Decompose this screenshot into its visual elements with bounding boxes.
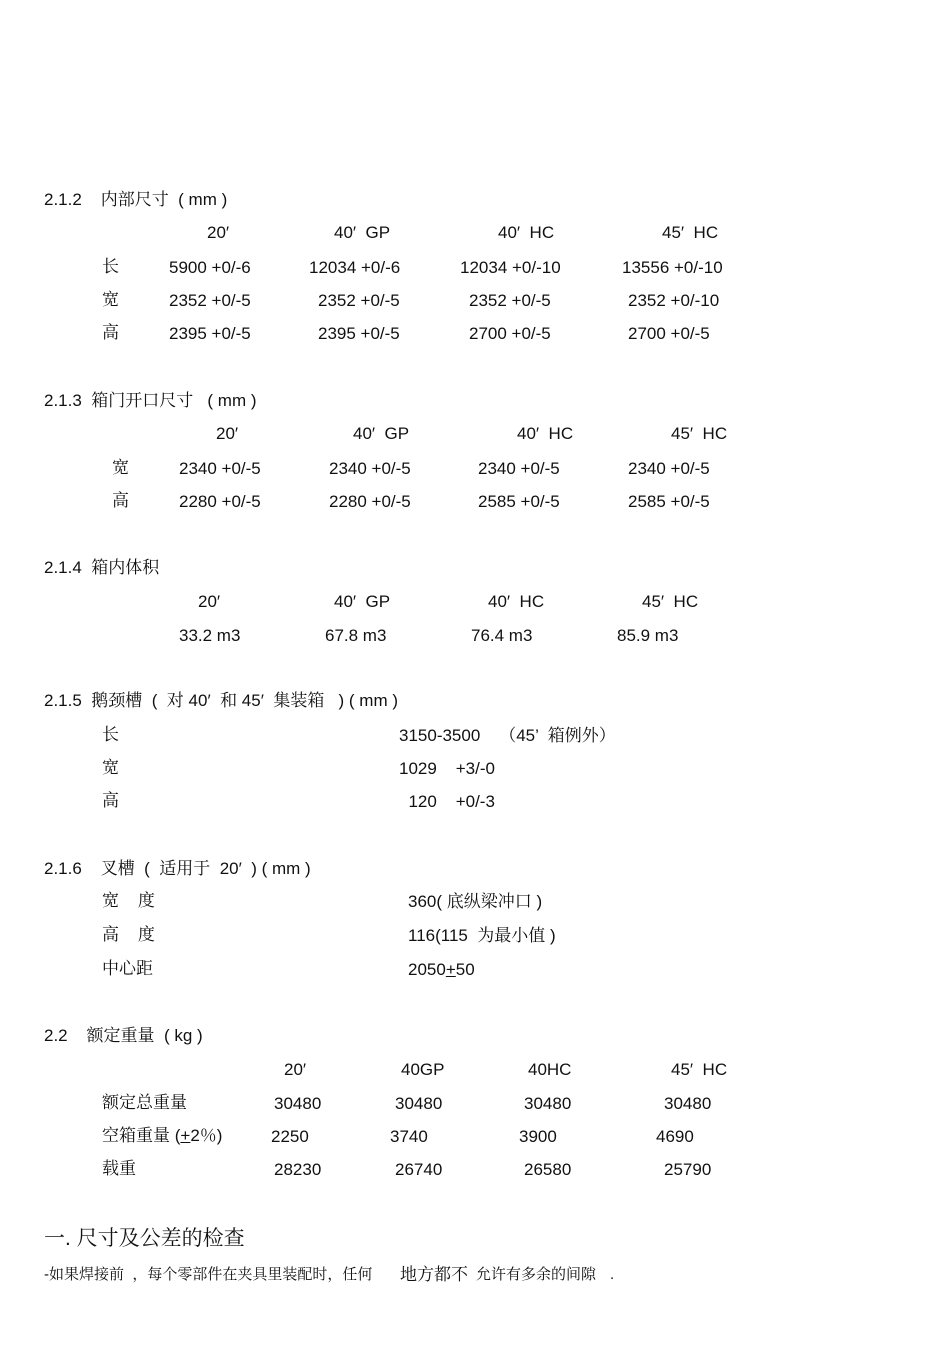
col-header: 40′ HC <box>498 223 555 242</box>
row-label: 额定总重量 <box>102 1093 187 1112</box>
table-cell: 120 +0/-3 <box>399 792 495 811</box>
row-label <box>102 1126 222 1146</box>
row-label: 中心距 <box>102 959 153 978</box>
table-cell: 2352 +0/-10 <box>628 291 720 310</box>
table-cell: 12034 +0/-10 <box>460 258 561 277</box>
col-header: 20′ <box>284 1060 307 1079</box>
table-cell: 116(115 为最小值 ) <box>408 926 556 945</box>
body-text: . <box>610 1266 615 1283</box>
table-cell: 2280 +0/-5 <box>329 492 411 511</box>
label-part: 2％) <box>190 1126 223 1145</box>
table-cell: 30480 <box>664 1094 712 1113</box>
table-cell: 28230 <box>274 1160 322 1179</box>
table-cell: 5900 +0/-6 <box>169 258 251 277</box>
table-cell: 13556 +0/-10 <box>622 258 723 277</box>
row-label: 长 <box>102 725 119 744</box>
col-header: 45′ HC <box>642 592 699 611</box>
section-2-1-6-title: 2.1.6 叉槽 ( 适用于 20′ ) ( mm ) <box>44 859 311 878</box>
table-cell: 4690 <box>656 1127 694 1146</box>
table-cell: 30480 <box>395 1094 443 1113</box>
table-cell: 3900 <box>519 1127 557 1146</box>
table-cell: 2700 +0/-5 <box>469 324 551 343</box>
plus-minus-sign: + <box>180 1126 191 1145</box>
table-cell: 2585 +0/-5 <box>628 492 710 511</box>
value-part: 50 <box>455 960 475 979</box>
table-cell: 3740 <box>390 1127 428 1146</box>
table-cell: 12034 +0/-6 <box>309 258 401 277</box>
table-cell: 76.4 m3 <box>471 626 533 645</box>
table-cell: 2280 +0/-5 <box>179 492 261 511</box>
body-text: -如果焊接前 ，每个零部件在夹具里装配时，任何 <box>44 1266 373 1283</box>
value-part: 2050 <box>408 960 446 979</box>
section-one-title: 一. 尺寸及公差的检查 <box>44 1227 245 1250</box>
col-header: 40GP <box>401 1060 445 1079</box>
table-cell: 2352 +0/-5 <box>469 291 551 310</box>
table-cell: 2340 +0/-5 <box>478 459 560 478</box>
row-label: 宽 <box>102 290 119 309</box>
row-label: 宽 <box>102 758 119 777</box>
table-cell: 26580 <box>524 1160 572 1179</box>
table-cell: 2352 +0/-5 <box>169 291 251 310</box>
row-label: 长 <box>102 257 119 276</box>
col-header: 20′ <box>198 592 221 611</box>
col-header: 40HC <box>528 1060 572 1079</box>
body-text: 允许有多余的间隙 <box>476 1266 597 1283</box>
table-cell: 30480 <box>274 1094 322 1113</box>
label-part: 空箱重量 ( <box>102 1126 181 1145</box>
table-cell: 2250 <box>271 1127 309 1146</box>
section-2-1-3-title: 2.1.3 箱门开口尺寸 ( mm ) <box>44 391 257 410</box>
table-cell: 2700 +0/-5 <box>628 324 710 343</box>
table-cell: 67.8 m3 <box>325 626 387 645</box>
table-cell: 25790 <box>664 1160 712 1179</box>
col-header: 20′ <box>207 223 230 242</box>
table-cell: 2340 +0/-5 <box>329 459 411 478</box>
table-cell: 85.9 m3 <box>617 626 679 645</box>
row-label: 高 <box>102 791 119 810</box>
table-cell: 30480 <box>524 1094 572 1113</box>
section-2-1-4-title: 2.1.4 箱内体积 <box>44 558 160 577</box>
col-header: 45′ HC <box>671 1060 728 1079</box>
table-cell: 2395 +0/-5 <box>318 324 400 343</box>
row-label: 载重 <box>102 1159 136 1178</box>
row-label: 高 <box>102 323 119 342</box>
col-header: 40′ HC <box>488 592 545 611</box>
table-cell <box>408 960 475 980</box>
table-cell: 33.2 m3 <box>179 626 241 645</box>
section-2-1-2-title: 2.1.2 内部尺寸 ( mm ) <box>44 190 228 209</box>
table-cell: 360( 底纵梁冲口 ) <box>408 892 543 911</box>
col-header: 20′ <box>216 424 239 443</box>
section-2-1-5-title: 2.1.5 鹅颈槽 ( 对 40′ 和 45′ 集装箱 ) ( mm ) <box>44 691 398 710</box>
col-header: 40′ GP <box>353 424 410 443</box>
table-cell: 2352 +0/-5 <box>318 291 400 310</box>
col-header: 40′ GP <box>334 592 391 611</box>
table-cell: 3150-3500 （45’ 箱例外） <box>399 726 616 745</box>
table-cell: 26740 <box>395 1160 443 1179</box>
row-label: 宽 度 <box>102 891 155 910</box>
section-2-2-title: 2.2 额定重量 ( kg ) <box>44 1026 203 1045</box>
col-header: 40′ HC <box>517 424 574 443</box>
table-cell: 2395 +0/-5 <box>169 324 251 343</box>
table-cell: 1029 +3/-0 <box>399 759 495 778</box>
col-header: 45′ HC <box>662 223 719 242</box>
table-cell: 2340 +0/-5 <box>628 459 710 478</box>
table-cell: 2585 +0/-5 <box>478 492 560 511</box>
col-header: 45′ HC <box>671 424 728 443</box>
row-label: 宽 <box>112 458 129 477</box>
plus-minus-sign: + <box>445 960 456 979</box>
row-label: 高 度 <box>102 925 155 944</box>
table-cell: 2340 +0/-5 <box>179 459 261 478</box>
body-text: 地方都不 <box>400 1265 468 1284</box>
row-label: 高 <box>112 491 129 510</box>
col-header: 40′ GP <box>334 223 391 242</box>
